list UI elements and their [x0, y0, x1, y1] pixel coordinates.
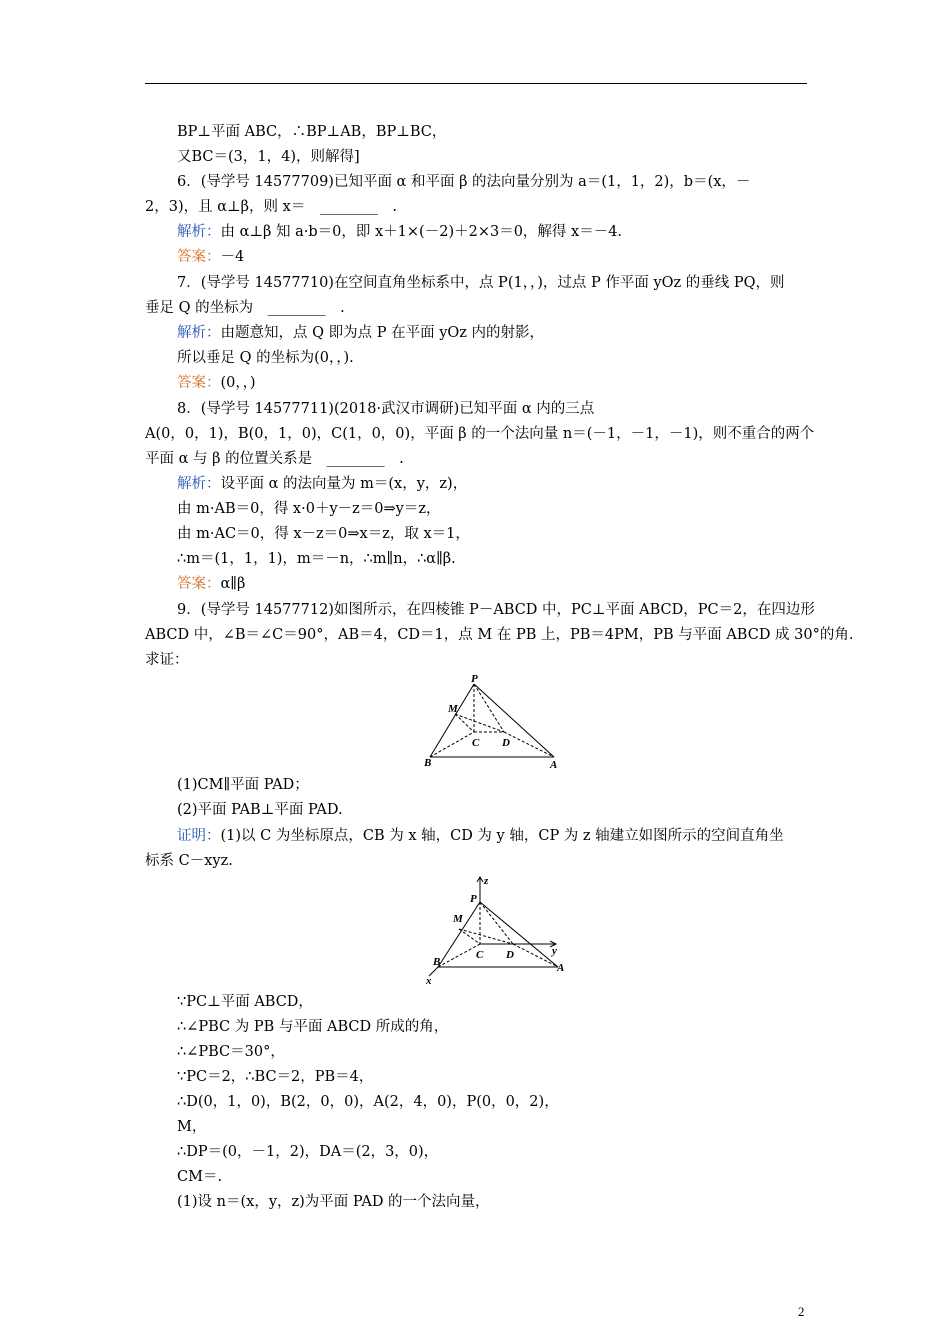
line-label: 答案： — [177, 249, 221, 265]
text-line-l02 — [177, 147, 360, 167]
line-text: (1)设 n＝(x，y，z)为平面 PAD 的一个法向量， — [177, 1194, 490, 1210]
text-line-l03 — [177, 172, 750, 192]
text-line-l26 — [145, 851, 233, 871]
fig1-label-m: M — [448, 703, 458, 715]
text-line-l29 — [177, 1042, 285, 1062]
line-text: 由 α⊥β 知 a·b＝0，即 x＋1×(－2)＋2×3＝0，解得 x＝－4. — [220, 224, 623, 240]
text-line-l11 — [177, 373, 256, 393]
text-line-l24 — [177, 800, 343, 820]
text-line-l07 — [177, 273, 785, 293]
fig2-label-y: y — [552, 945, 557, 957]
line-text: 6．(导学号 14577709)已知平面 α 和平面 β 的法向量分别为 a＝(1，1，2)，b＝(x，－ — [177, 174, 751, 190]
text-line-l32 — [177, 1117, 206, 1137]
line-text: 标系 C－xyz. — [145, 853, 233, 869]
fig2-label-b: B — [433, 956, 441, 968]
line-text: 又BC＝(3，1，4)，则解得] — [177, 149, 360, 165]
text-line-l22 — [145, 650, 189, 670]
fig2-label-m: M — [453, 913, 463, 925]
header-rule — [145, 83, 807, 84]
text-line-l23 — [177, 775, 309, 795]
line-label: 证明： — [177, 828, 221, 844]
text-line-l14 — [145, 449, 404, 469]
line-label: 解析： — [177, 476, 221, 492]
line-text: ABCD 中，∠B＝∠C＝90°，AB＝4，CD＝1，点 M 在 PB 上，PB＝4PM，PB 与平面 ABCD 成 30°的角. — [145, 627, 854, 643]
text-line-l19 — [177, 574, 245, 594]
page-number: 2 — [798, 1304, 805, 1319]
text-line-l08 — [145, 298, 345, 318]
line-text: ∴∠PBC＝30°， — [177, 1044, 285, 1060]
line-text: ∵PC＝2，∴BC＝2，PB＝4， — [177, 1069, 374, 1085]
line-text: 2，3)，且 α⊥β，则 x＝ ________ . — [145, 199, 397, 215]
line-text: (1)以 C 为坐标原点，CB 为 x 轴，CD 为 y 轴，CP 为 z 轴建立如图所示的空间直角坐 — [220, 828, 784, 844]
line-text: 所以垂足 Q 的坐标为(0，，). — [177, 350, 354, 366]
text-line-l15 — [177, 474, 467, 494]
line-text: CM＝. — [177, 1169, 223, 1185]
text-line-l30 — [177, 1067, 373, 1087]
fig1-label-p: P — [471, 674, 478, 685]
fig1-label-d: D — [502, 737, 510, 749]
pyramid-axes-figure — [421, 874, 571, 986]
line-text: (0，，) — [220, 375, 256, 391]
text-line-l35 — [177, 1192, 490, 1212]
line-text: A(0，0，1)，B(0，1，0)，C(1，0，0)，平面 β 的一个法向量 n＝(－1，－1，－1)，则不重合的两个 — [145, 426, 815, 442]
fig2-label-d: D — [506, 949, 514, 961]
line-text: ∴∠PBC 为 PB 与平面 ABCD 所成的角， — [177, 1019, 449, 1035]
line-text: 设平面 α 的法向量为 m＝(x，y，z)， — [220, 476, 468, 492]
line-text: 由题意知，点 Q 即为点 P 在平面 yOz 内的射影， — [220, 325, 545, 341]
text-line-l06 — [177, 247, 244, 267]
line-text: －4 — [220, 249, 245, 265]
fig1-label-b: B — [424, 757, 432, 769]
line-text: 8．(导学号 14577711)(2018·武汉市调研)已知平面 α 内的三点 — [177, 401, 595, 417]
line-text: ∴D(0，1，0)，B(2，0，0)，A(2，4，0)，P(0，0，2)， — [177, 1094, 559, 1110]
line-text: 9．(导学号 14577712)如图所示，在四棱锥 P－ABCD 中，PC⊥平面 ABCD，PC＝2，在四边形 — [177, 602, 815, 618]
text-line-l09 — [177, 323, 544, 343]
text-line-l04 — [145, 197, 397, 217]
text-line-l18 — [177, 549, 456, 569]
line-text: 7．(导学号 14577710)在空间直角坐标系中，点 P(1，，)，过点 P 作平面 yOz 的垂线 PQ，则 — [177, 275, 785, 291]
fig1-label-c: C — [472, 737, 480, 749]
line-label: 答案： — [177, 375, 221, 391]
text-line-l13 — [145, 424, 814, 444]
line-label: 解析： — [177, 325, 221, 341]
fig2-label-x: x — [426, 975, 432, 986]
fig2-label-c: C — [476, 949, 484, 961]
text-line-l31 — [177, 1092, 559, 1112]
line-text: (1)CM∥平面 PAD； — [177, 777, 309, 793]
fig1-label-a: A — [550, 759, 558, 771]
line-label: 解析： — [177, 224, 221, 240]
line-text: 由 m·AB＝0，得 x·0＋y－z＝0⇒y＝z， — [177, 501, 441, 517]
line-text: ∵PC⊥平面 ABCD， — [177, 994, 313, 1010]
text-line-l25 — [177, 826, 784, 846]
fig2-label-z: z — [484, 875, 489, 887]
line-text: (2)平面 PAB⊥平面 PAD. — [177, 802, 343, 818]
line-text: BP⊥平面 ABC，∴BP⊥AB，BP⊥BC， — [177, 124, 447, 140]
line-text: 由 m·AC＝0，得 x－z＝0⇒x＝z，取 x＝1， — [177, 526, 470, 542]
line-text: ∴m＝(1，1，1)，m＝－n，∴m∥n，∴α∥β. — [177, 551, 456, 567]
line-text: ∴DP＝(0，－1，2)，DA＝(2，3，0)， — [177, 1144, 439, 1160]
fig2-label-p: P — [470, 893, 477, 905]
text-line-l10 — [177, 348, 354, 368]
text-line-l34 — [177, 1167, 222, 1187]
text-line-l33 — [177, 1142, 438, 1162]
text-line-l20 — [177, 600, 815, 620]
text-line-l16 — [177, 499, 440, 519]
line-text: 平面 α 与 β 的位置关系是 ________ . — [145, 451, 404, 467]
line-text: 求证： — [145, 652, 189, 668]
line-label: 答案： — [177, 576, 221, 592]
line-text: M， — [177, 1119, 207, 1135]
text-line-l28 — [177, 1017, 448, 1037]
text-line-l21 — [145, 625, 853, 645]
line-text: α∥β — [220, 576, 246, 592]
text-line-l17 — [177, 524, 470, 544]
text-line-l12 — [177, 399, 594, 419]
text-line-l05 — [177, 222, 622, 242]
pyramid-figure — [422, 674, 562, 774]
line-text: 垂足 Q 的坐标为 ________ . — [145, 300, 345, 316]
fig2-label-a: A — [557, 962, 565, 974]
text-line-l01 — [177, 122, 446, 142]
text-line-l27 — [177, 992, 313, 1012]
